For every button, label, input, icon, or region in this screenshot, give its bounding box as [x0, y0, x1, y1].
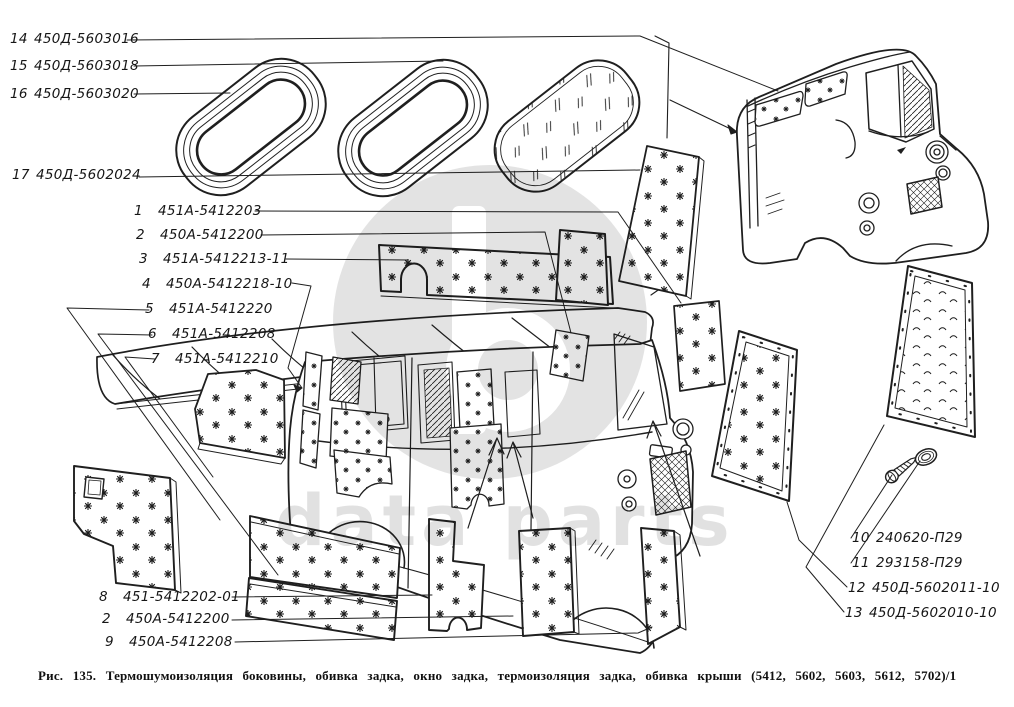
front-pillar-panel	[674, 301, 725, 391]
callout-label-16	[10, 86, 139, 102]
callout-ref: 14	[10, 31, 28, 47]
trim-panel-12	[712, 331, 797, 501]
callout-ref: 9	[105, 634, 114, 650]
callout-label-11	[852, 555, 963, 571]
cab-drawing	[737, 50, 988, 264]
part-number: 451А-5412210	[175, 351, 279, 367]
callout-label-5	[145, 301, 273, 317]
callout-label-6	[148, 326, 276, 342]
callout-label-9	[105, 634, 233, 650]
part-number: 293158-П29	[876, 555, 963, 571]
callout-ref: 16	[10, 86, 28, 102]
part-number: 450Д-5603016	[34, 31, 139, 47]
callout-ref: 6	[148, 326, 157, 342]
window-seal-ring-1	[159, 42, 342, 212]
callout-label-10	[852, 530, 963, 546]
part-number: 450Д-5603020	[34, 86, 139, 102]
callout-label-14	[10, 31, 139, 47]
callout-ref: 2	[102, 611, 111, 627]
part-number: 451А-5412203	[158, 203, 262, 219]
callout-ref: 11	[852, 555, 870, 571]
part-number: 450А-5412200	[126, 611, 230, 627]
callout-ref: 3	[139, 251, 148, 267]
callout-ref: 10	[852, 530, 870, 546]
callout-ref: 13	[845, 605, 863, 621]
callout-ref: 4	[142, 276, 151, 292]
callout-label-1	[134, 203, 262, 219]
callout-label-2b	[102, 611, 230, 627]
callout-ref: 17	[12, 167, 30, 183]
part-number: 450А-5412218-10	[166, 276, 293, 292]
part-number: 450Д-5603018	[34, 58, 139, 74]
callout-label-17	[12, 167, 141, 183]
part-number: 450Д-5602024	[36, 167, 141, 183]
part-number: 240620-П29	[876, 530, 963, 546]
callout-label-4	[142, 276, 293, 292]
cab-grille	[907, 177, 942, 214]
callout-label-15	[10, 58, 139, 74]
roof-trim-panel-13	[887, 266, 975, 437]
van-headlight	[673, 419, 693, 439]
watermark-text: data parts	[275, 480, 735, 562]
callout-ref: 7	[151, 351, 160, 367]
part-number: 450А-5412200	[160, 227, 264, 243]
part-number: 451-5412202-01	[123, 589, 241, 605]
callout-label-7	[151, 351, 279, 367]
callout-ref: 2	[136, 227, 145, 243]
cab-headlight	[926, 141, 948, 163]
triangle-corner-panel	[195, 370, 285, 464]
part-number: 451А-5412220	[169, 301, 273, 317]
callout-ref: 12	[848, 580, 866, 596]
callout-label-3	[139, 251, 290, 267]
callout-label-12	[848, 580, 1000, 596]
part-number: 450А-5412208	[129, 634, 233, 650]
callout-ref: 5	[145, 301, 154, 317]
part-number: 450Д-5602011-10	[872, 580, 1000, 596]
part-number: 451А-5412213-11	[163, 251, 290, 267]
callout-label-2	[136, 227, 264, 243]
callout-label-13	[845, 605, 997, 621]
callout-ref: 15	[10, 58, 28, 74]
callout-label-8	[99, 589, 240, 605]
callout-ref: 8	[99, 589, 108, 605]
callout-ref: 1	[134, 203, 143, 219]
part-number: 451А-5412208	[172, 326, 276, 342]
part-number: 450Д-5602010-10	[869, 605, 997, 621]
figure-caption: Рис. 135. Термошумоизоляция боковины, обивка задка, окно задка, термоизоляция задка, обивка крыши (5412, 5602, 5603, 5612, 5702)/1	[38, 668, 957, 683]
big-side-panel	[74, 466, 181, 593]
